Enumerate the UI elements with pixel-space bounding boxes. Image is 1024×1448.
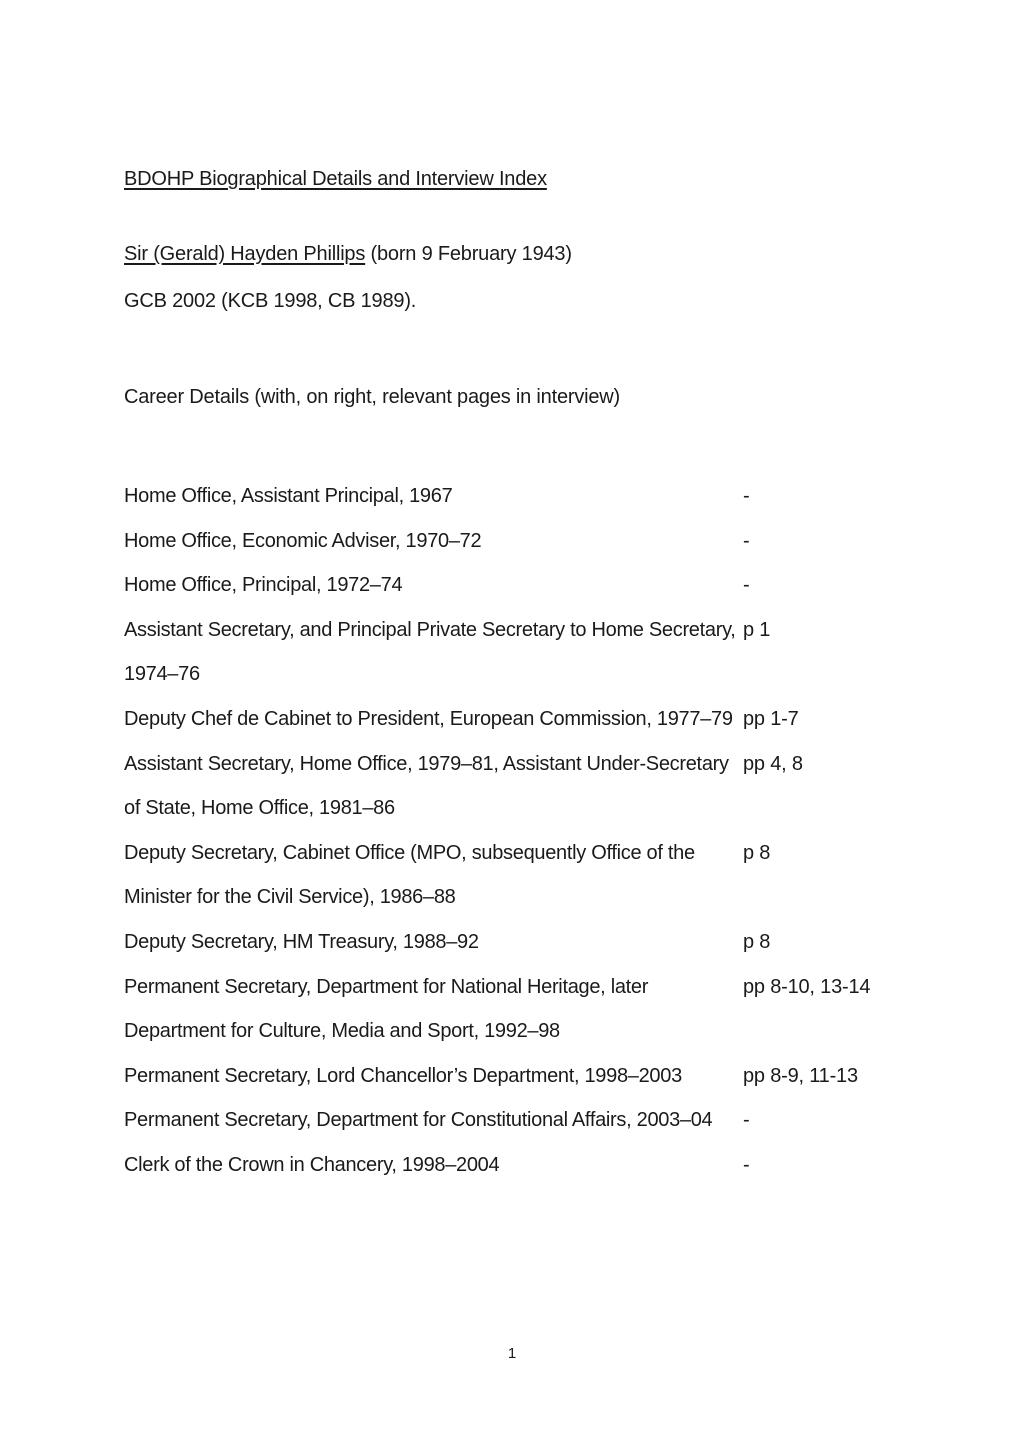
career-list xyxy=(124,474,904,1188)
career-pages: pp 8-9, 11-13 xyxy=(743,1064,858,1087)
subject-line xyxy=(124,243,572,266)
career-pages: - xyxy=(743,485,750,507)
career-pages: - xyxy=(743,1153,750,1176)
career-description: Home Office, Economic Adviser, 1970–72 xyxy=(124,529,482,552)
career-row xyxy=(124,1054,904,1099)
career-row xyxy=(124,608,904,697)
career-row xyxy=(124,965,904,1054)
career-row xyxy=(124,1143,904,1188)
document-title: BDOHP Biographical Details and Interview Index xyxy=(124,168,547,190)
career-description: Clerk of the Crown in Chancery, 1998–2004 xyxy=(124,1153,500,1176)
career-description: Assistant Secretary, and Principal Private Secretary to Home Secretary, 1974–76 xyxy=(124,618,736,686)
career-pages: p 1 xyxy=(743,618,771,641)
subject-name: Sir (Gerald) Hayden Phillips xyxy=(124,243,366,265)
career-row xyxy=(124,831,904,920)
career-pages: - xyxy=(743,529,750,552)
career-row xyxy=(124,474,904,519)
career-row xyxy=(124,742,904,831)
subject-birth: (born 9 February 1943) xyxy=(365,243,572,265)
page-number: 1 xyxy=(507,1345,517,1362)
career-pages: p 8 xyxy=(743,930,771,953)
honours-line: GCB 2002 (KCB 1998, CB 1989). xyxy=(124,290,417,312)
career-description: Home Office, Assistant Principal, 1967 xyxy=(124,485,453,507)
career-description: Permanent Secretary, Department for National Heritage, later Department for Culture, Media and Sport, 1992–98 xyxy=(124,975,649,1043)
career-row xyxy=(124,563,904,608)
career-row xyxy=(124,920,904,965)
career-description: Deputy Secretary, HM Treasury, 1988–92 xyxy=(124,930,479,953)
career-row xyxy=(124,697,904,742)
career-description: Deputy Chef de Cabinet to President, European Commission, 1977–79 xyxy=(124,707,733,730)
career-description: Permanent Secretary, Department for Constitutional Affairs, 2003–04 xyxy=(124,1109,713,1132)
career-pages: pp 8-10, 13-14 xyxy=(743,975,871,998)
career-heading: Career Details (with, on right, relevant pages in interview) xyxy=(124,386,620,408)
career-description: Permanent Secretary, Lord Chancellor’s Department, 1998–2003 xyxy=(124,1064,682,1087)
career-description: Assistant Secretary, Home Office, 1979–81, Assistant Under-Secretary of State, Home Office, 1981–86 xyxy=(124,752,729,820)
career-description: Deputy Secretary, Cabinet Office (MPO, subsequently Office of the Minister for the Civil Service), 1986–88 xyxy=(124,841,695,909)
career-pages: pp 4, 8 xyxy=(743,752,803,775)
career-description: Home Office, Principal, 1972–74 xyxy=(124,574,403,597)
career-pages: - xyxy=(743,1109,750,1132)
career-row xyxy=(124,1098,904,1143)
career-pages: pp 1-7 xyxy=(743,707,799,730)
career-pages: p 8 xyxy=(743,841,771,864)
career-row xyxy=(124,519,904,564)
career-pages: - xyxy=(743,574,750,597)
